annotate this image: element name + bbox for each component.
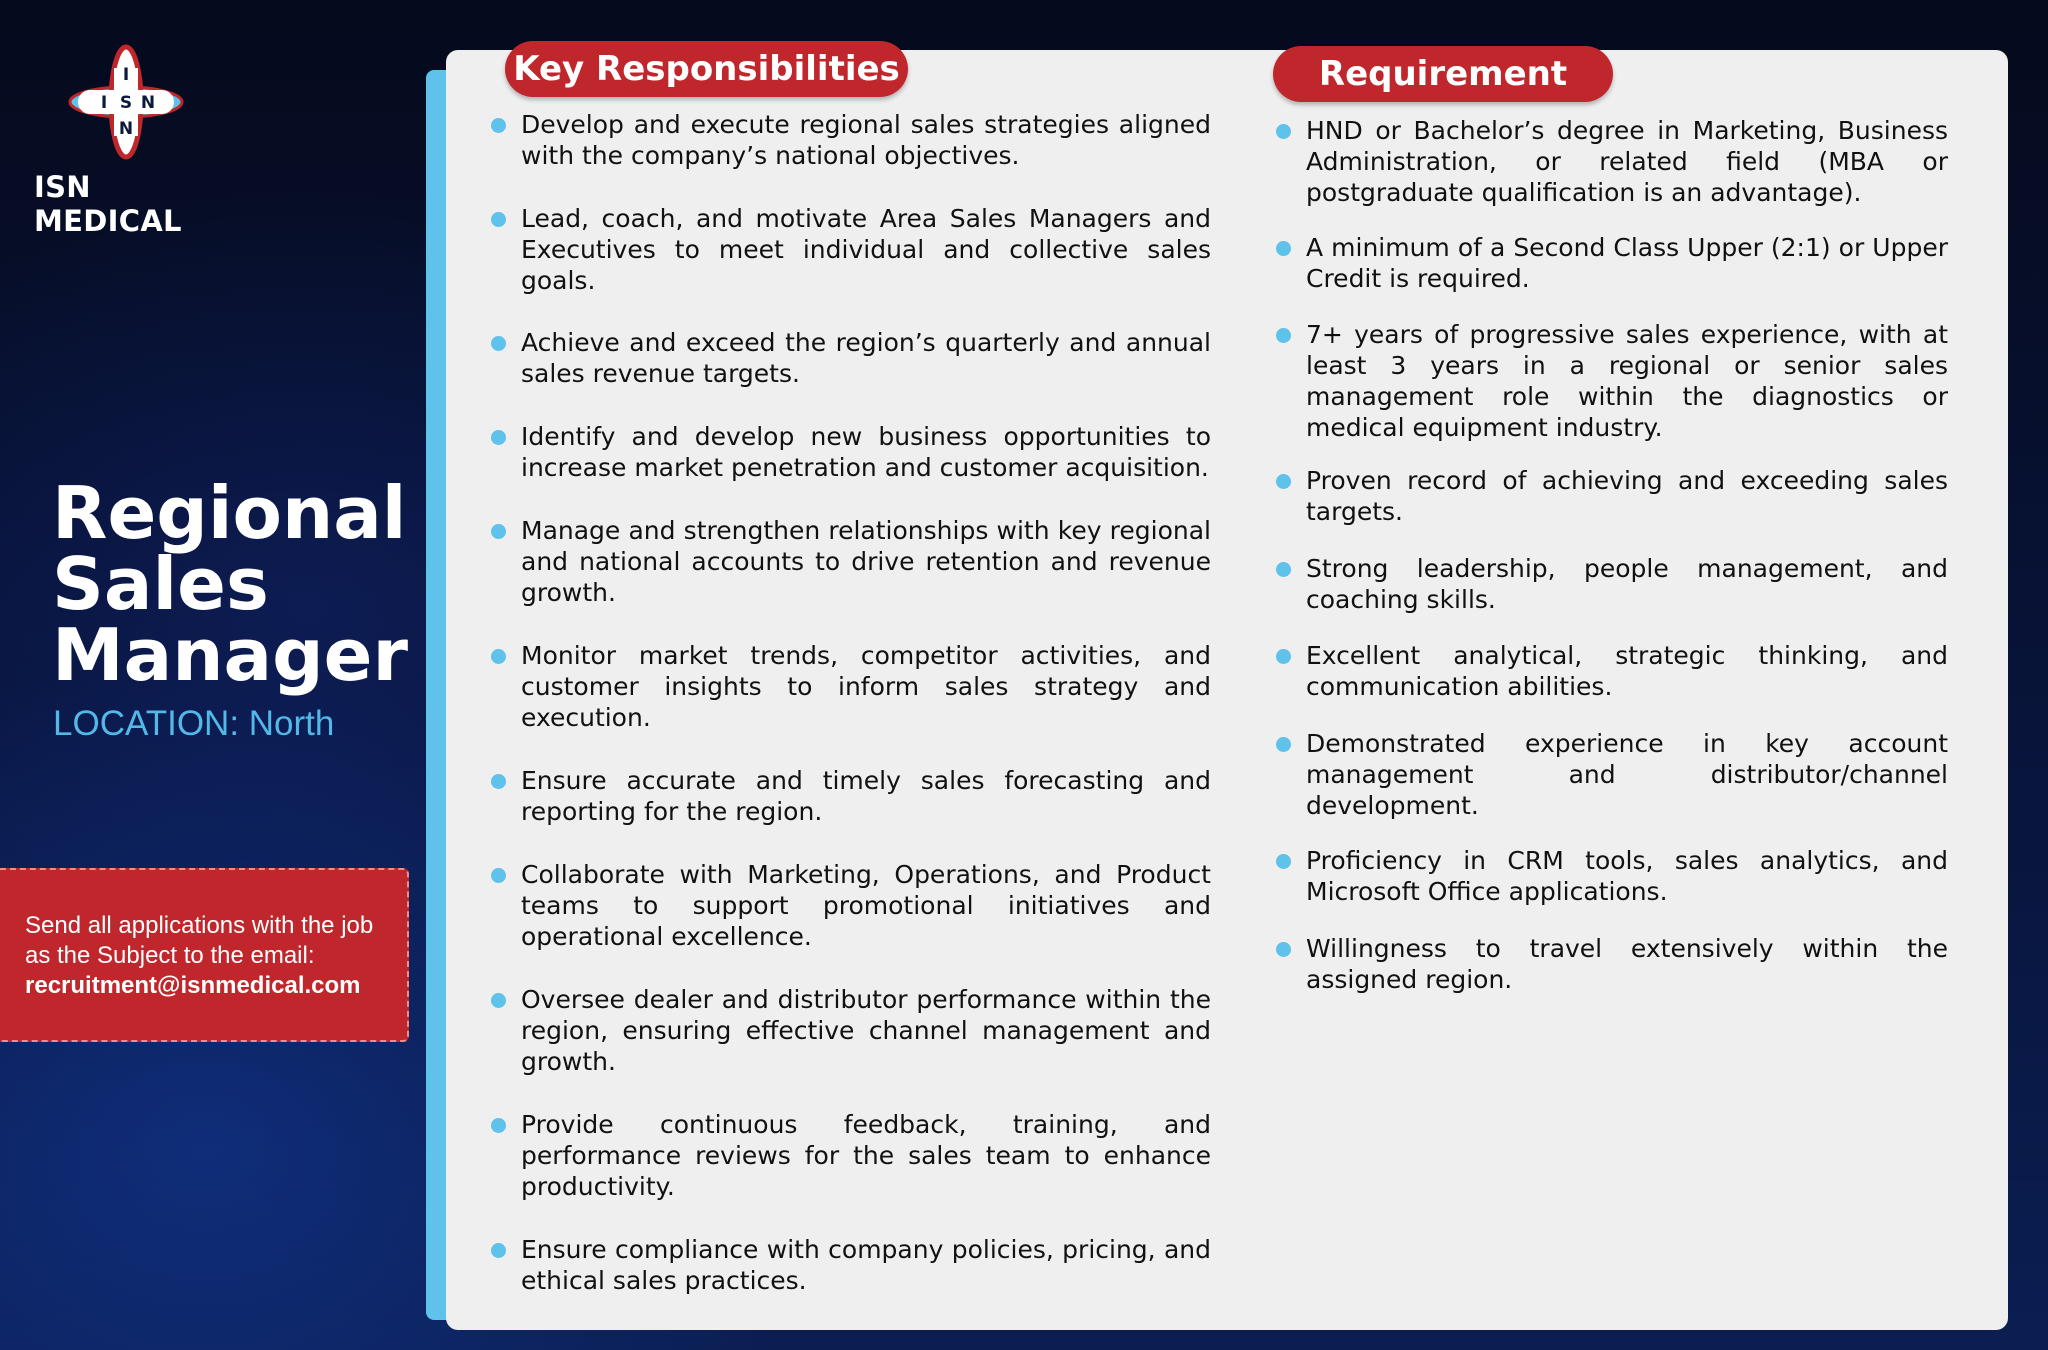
requirement-item: 7+ years of progressive sales experience, with at least 3 years in a regional or senior sales management role within the diagnostics or medical equipment industry. (1276, 319, 1948, 443)
requirement-item: Proficiency in CRM tools, sales analytics, and Microsoft Office applications. (1276, 845, 1948, 907)
requirement-item: Excellent analytical, strategic thinking, and communication abilities. (1276, 640, 1948, 702)
job-title-line-2: Sales (52, 542, 269, 626)
brand-name: ISN MEDICAL (34, 170, 182, 238)
responsibility-item: Develop and execute regional sales strategies aligned with the company’s national objectives. (491, 109, 1211, 171)
logo-letter-top: I (122, 65, 130, 85)
responsibilities-heading: Key Responsibilities (505, 41, 908, 97)
responsibility-item: Ensure compliance with company policies, pricing, and ethical sales practices. (491, 1234, 1211, 1296)
requirement-item: Proven record of achieving and exceeding sales targets. (1276, 465, 1948, 527)
logo-letter-bottom: N (118, 119, 134, 139)
responsibility-item: Oversee dealer and distributor performance within the region, ensuring effective channel management and growth. (491, 984, 1211, 1077)
requirement-item: Strong leadership, people management, and coaching skills. (1276, 553, 1948, 615)
apply-line-2: as the Subject to the email: (25, 942, 315, 969)
responsibility-item: Lead, coach, and motivate Area Sales Managers and Executives to meet individual and collective sales goals. (491, 203, 1211, 296)
requirement-item: HND or Bachelor’s degree in Marketing, Business Administration, or related field (MBA or postgraduate qualification is an advantage). (1276, 115, 1948, 208)
job-location: LOCATION: North (53, 704, 335, 743)
requirement-item: Willingness to travel extensively within the assigned region. (1276, 933, 1948, 995)
responsibility-item: Manage and strengthen relationships with key regional and national accounts to drive retention and revenue growth. (491, 515, 1211, 608)
isn-logo-icon (64, 44, 188, 160)
apply-line-1: Send all applications with the job (25, 912, 374, 939)
responsibility-item: Collaborate with Marketing, Operations, and Product teams to support promotional initiatives and operational excellence. (491, 859, 1211, 952)
job-title (52, 471, 408, 697)
responsibility-item: Ensure accurate and timely sales forecasting and reporting for the region. (491, 765, 1211, 827)
requirement-item: A minimum of a Second Class Upper (2:1) or Upper Credit is required. (1276, 232, 1948, 294)
responsibility-item: Identify and develop new business opportunities to increase market penetration and customer acquisition. (491, 421, 1211, 483)
logo-letter-right: N (140, 93, 156, 113)
responsibility-item: Provide continuous feedback, training, and performance reviews for the sales team to enhance productivity. (491, 1109, 1211, 1202)
requirements-heading: Requirement (1273, 46, 1613, 102)
responsibility-item: Achieve and exceed the region’s quarterly and annual sales revenue targets. (491, 327, 1211, 389)
job-title-line-1: Regional (52, 471, 407, 555)
job-title-line-3: Manager (52, 613, 408, 697)
apply-email-link[interactable]: recruitment@isnmedical.com (25, 972, 361, 999)
logo-letter-center: S (119, 93, 133, 113)
requirement-item: Demonstrated experience in key account management and distributor/channel development. (1276, 728, 1948, 821)
responsibility-item: Monitor market trends, competitor activities, and customer insights to inform sales strategy and execution. (491, 640, 1211, 733)
logo-letter-left: I (100, 93, 108, 113)
apply-info-box (0, 868, 409, 1042)
